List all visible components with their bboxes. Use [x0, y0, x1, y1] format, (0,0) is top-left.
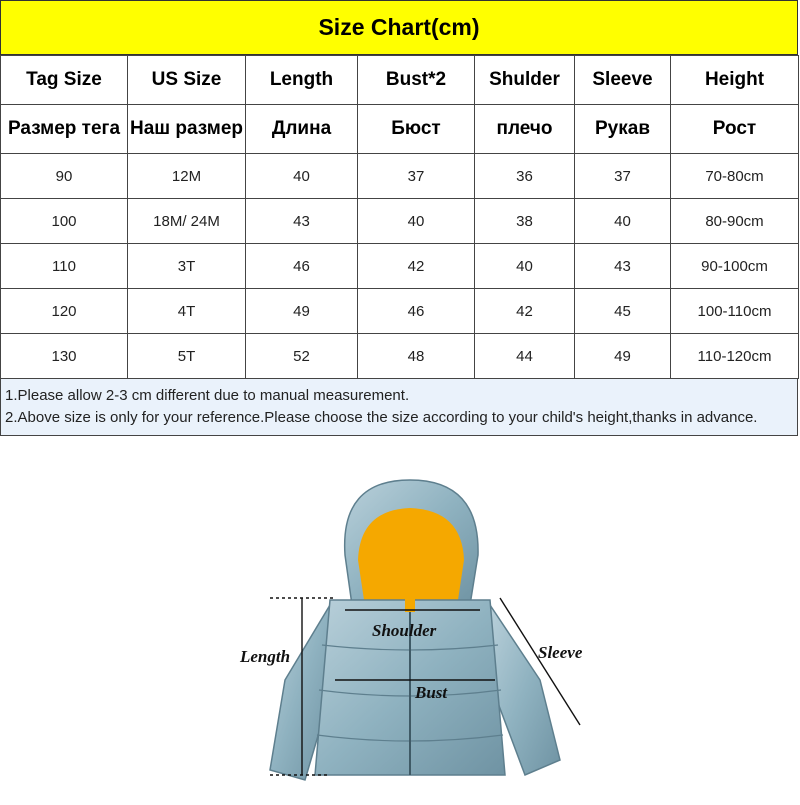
table-cell: 36 — [475, 154, 575, 199]
table-cell: 49 — [575, 334, 671, 379]
table-cell: 100 — [1, 199, 128, 244]
table-cell: 44 — [475, 334, 575, 379]
header-cell: Height — [671, 56, 799, 105]
table-cell: 90-100cm — [671, 244, 799, 289]
table-cell: 110-120cm — [671, 334, 799, 379]
header-cell: Рост — [671, 105, 799, 154]
header-cell: плечо — [475, 105, 575, 154]
table-cell: 45 — [575, 289, 671, 334]
header-row-english — [1, 56, 799, 105]
size-table — [0, 55, 799, 379]
bust-label: Bust — [415, 683, 448, 702]
table-cell: 70-80cm — [671, 154, 799, 199]
table-cell: 49 — [246, 289, 358, 334]
header-cell: Sleeve — [575, 56, 671, 105]
header-cell: Наш размер — [128, 105, 246, 154]
table-cell: 43 — [575, 244, 671, 289]
table-cell: 40 — [575, 199, 671, 244]
table-row — [1, 154, 799, 199]
note-line: 1.Please allow 2-3 cm different due to manual measurement. — [5, 387, 410, 404]
header-cell: Рукав — [575, 105, 671, 154]
table-row — [1, 244, 799, 289]
chart-title: Size Chart(cm) — [0, 0, 798, 55]
table-cell: 42 — [358, 244, 475, 289]
table-cell: 120 — [1, 289, 128, 334]
table-cell: 40 — [358, 199, 475, 244]
header-cell: US Size — [128, 56, 246, 105]
length-label: Length — [240, 647, 291, 666]
header-cell: Length — [246, 56, 358, 105]
shoulder-label: Shoulder — [372, 621, 437, 640]
header-cell: Длина — [246, 105, 358, 154]
jacket-diagram — [0, 440, 800, 800]
header-cell: Бюст — [358, 105, 475, 154]
header-row-russian — [1, 105, 799, 154]
notes-box — [0, 379, 798, 436]
table-cell: 38 — [475, 199, 575, 244]
table-cell: 18M/ 24M — [128, 199, 246, 244]
table-cell: 52 — [246, 334, 358, 379]
header-cell: Tag Size — [1, 56, 128, 105]
table-cell: 40 — [246, 154, 358, 199]
header-cell: Размер тега — [1, 105, 128, 154]
table-cell: 4T — [128, 289, 246, 334]
note-line: 2.Above size is only for your reference.Please choose the size according to your child's height,thanks in advance. — [5, 409, 758, 426]
table-cell: 130 — [1, 334, 128, 379]
table-row — [1, 334, 799, 379]
table-cell: 43 — [246, 199, 358, 244]
sleeve-label: Sleeve — [538, 643, 583, 662]
table-cell: 37 — [358, 154, 475, 199]
table-cell: 80-90cm — [671, 199, 799, 244]
table-row — [1, 199, 799, 244]
table-cell: 110 — [1, 244, 128, 289]
table-cell: 42 — [475, 289, 575, 334]
table-cell: 5T — [128, 334, 246, 379]
table-cell: 46 — [358, 289, 475, 334]
table-cell: 46 — [246, 244, 358, 289]
table-row — [1, 289, 799, 334]
header-cell: Bust*2 — [358, 56, 475, 105]
table-cell: 90 — [1, 154, 128, 199]
table-cell: 3T — [128, 244, 246, 289]
header-cell: Shulder — [475, 56, 575, 105]
table-cell: 40 — [475, 244, 575, 289]
table-cell: 100-110cm — [671, 289, 799, 334]
table-cell: 48 — [358, 334, 475, 379]
jacket-diagram-svg — [0, 440, 800, 800]
table-cell: 37 — [575, 154, 671, 199]
table-cell: 12M — [128, 154, 246, 199]
